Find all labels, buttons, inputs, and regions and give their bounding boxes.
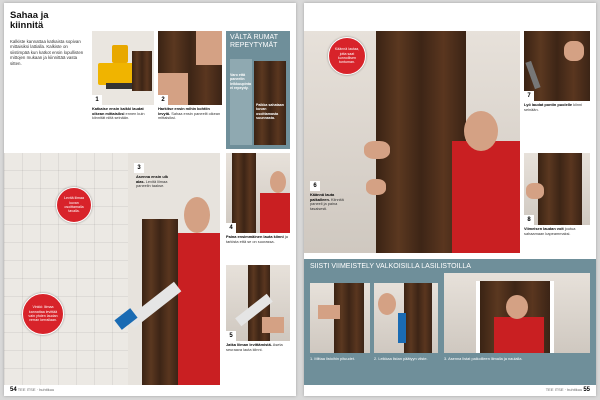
tip-text-1: Varo että paneelin leikkuupinta ei repeydy. [230, 73, 251, 90]
step-caption-7: Lyö laudat pontin puolelle kiinni seinään. [524, 102, 583, 112]
step-caption-3: Asenna ensin ulk alas. Levitä liimaa paneelin taakse. [136, 174, 168, 189]
lead-paragraph: Kalkiste kannattaa katkaista sopivan mittaisiksi lattialla. Kalkiste on siistimpää kun katkot ensin lopullisten mittojen mukaan ja kiinnittää vasta sitten. [10, 39, 84, 66]
step-number: 2 [158, 95, 168, 105]
step-caption-2: Harkitse ensin mihin kohtiin levytä. Sahaa ensin paneelit oikean mittaisiksi. [158, 106, 221, 121]
step-number: 5 [226, 331, 236, 341]
photo-hero [304, 31, 520, 253]
tip-text-2: Paikka sahataan kuvan osoittamasta suunnasta. [256, 103, 284, 120]
step-number: 1 [92, 95, 102, 105]
page-number: 55 [583, 387, 590, 393]
photo-step-4 [226, 153, 290, 233]
magazine-spread [4, 3, 596, 396]
photo-board [158, 31, 222, 105]
tip-box [226, 31, 290, 149]
photo-saw [92, 31, 154, 105]
step-caption-8: Viimeisen laudan voit joutua sahaamaan kapeammaksi. [524, 226, 576, 236]
tip-title: VÄLTÄ RUMAT REPEYTYMÄT [230, 34, 278, 49]
step-number: 8 [524, 215, 534, 225]
page-footer: TEE ITSE · huhtikuu 55 [545, 387, 590, 393]
page-number: 54 [10, 387, 17, 393]
finishing-caption-2: 2. Leikkaa listan päätyyn viiste. [374, 356, 428, 361]
page-title: Sahaa ja kiinnitä [10, 10, 49, 31]
tip-bubble-2: Vinkki: liimaa kannattaa levittää vain yhden laudan verran kerrallaan. [22, 293, 64, 335]
page-footer: 54 TEE ITSE · huhtikuu [10, 387, 55, 393]
step-caption-1: Katkaise ensin kaikki laudat oikean mittaisiksi ennen kuin kiinnität niitä seinään. [92, 106, 145, 121]
finishing-title: SIISTI VIIMEISTELY VALKOISILLA LASILISTOILLA [310, 263, 471, 270]
step-number: 4 [226, 223, 236, 233]
photo-step-7 [524, 31, 590, 101]
finishing-photo-2 [374, 283, 438, 353]
finishing-caption-3: 3. Asenna listat paikoilleen liimalla ja naulalla. [444, 356, 523, 361]
tip-bubble-1: Levitä liimaa kuvan osoittamalla tavalla. [56, 187, 92, 223]
step-number: 6 [310, 181, 320, 191]
step-caption-4: Paina ensimmäinen lauta kiinni ja tarkista että se on suorassa. [226, 234, 288, 244]
step-number: 7 [524, 91, 534, 101]
tip-bubble-right: Käännä lautaa, jotta saat kunnollisen tuntuman. [328, 37, 366, 75]
photo-wall-glue [4, 153, 220, 385]
step-number: 3 [134, 163, 144, 173]
finishing-section [304, 259, 596, 385]
photo-step-8 [524, 153, 590, 225]
finishing-photo-1 [310, 283, 370, 353]
finishing-caption-1: 1. Mittaa listoihin pituudet. [310, 356, 355, 361]
left-page [4, 3, 296, 396]
right-page [304, 3, 596, 396]
finishing-photo-3 [444, 273, 590, 353]
photo-step-5 [226, 265, 290, 341]
step-caption-5: Jatka liiman levittämistä. Aseta seuraava lauta kiinni. [226, 342, 283, 352]
step-caption-6: Käännä lauta paikalleen. Kiinnitä paneeli ja paina tasaisesti. [310, 192, 344, 212]
